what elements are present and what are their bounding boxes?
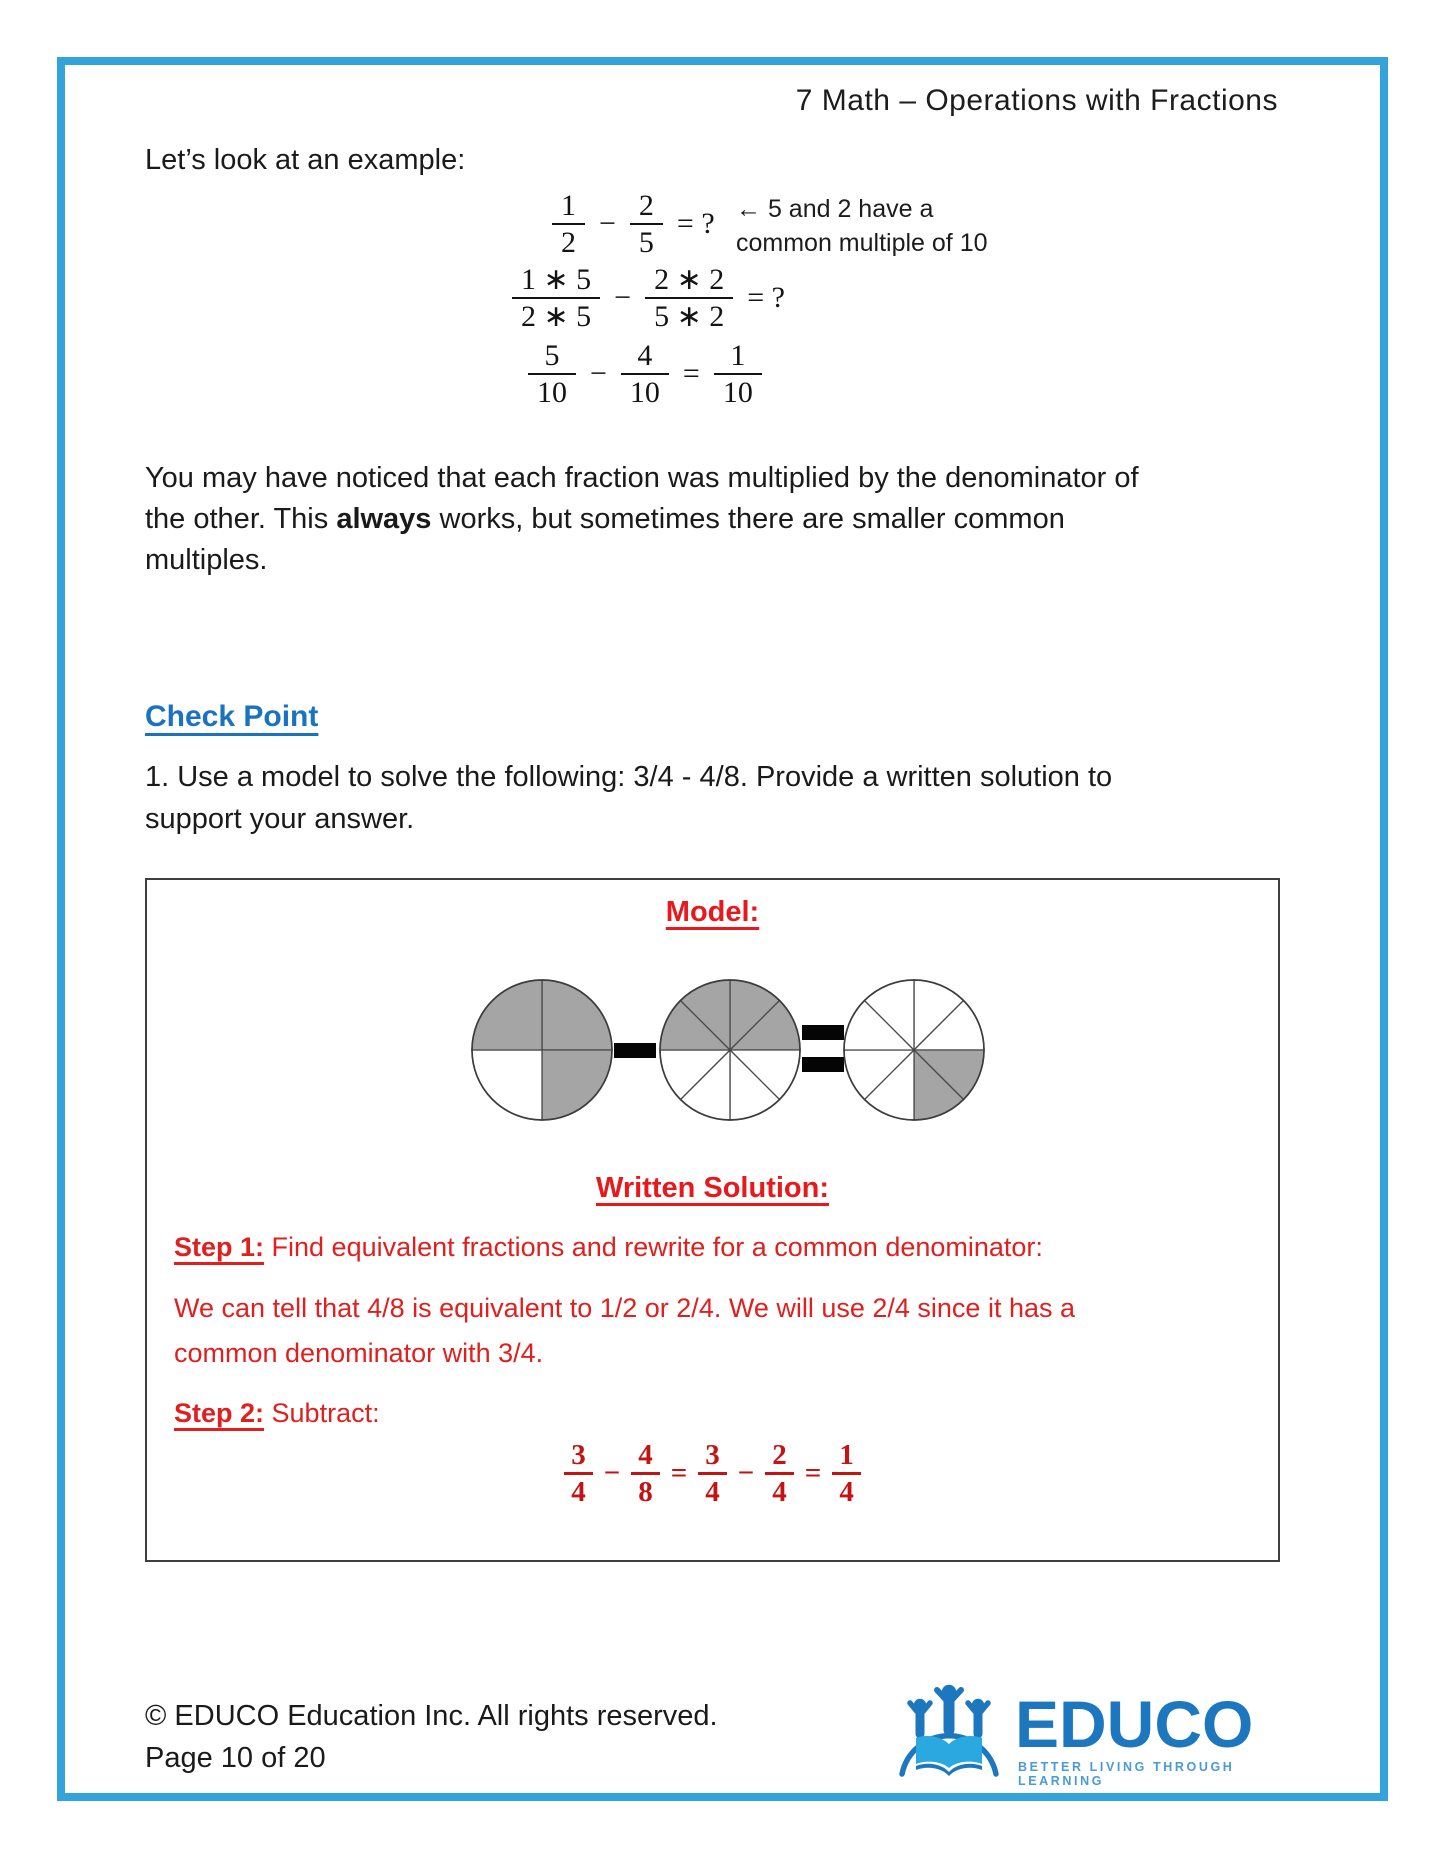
fraction	[552, 188, 585, 261]
fraction	[832, 1438, 861, 1509]
denominator: 10	[722, 376, 753, 410]
solution-equation	[147, 1438, 1278, 1509]
numerator: 1 ∗ 5	[512, 262, 600, 299]
denominator: 5	[638, 226, 654, 260]
body-paragraph	[145, 458, 1175, 581]
fraction	[698, 1438, 727, 1509]
denominator: 2	[561, 226, 576, 260]
numerator: 2	[765, 1438, 794, 1475]
fraction	[564, 1438, 593, 1509]
minus-sign-bar	[614, 1043, 656, 1058]
minus-operator: −	[603, 1457, 621, 1490]
fraction-circles	[462, 966, 1002, 1134]
annotation-line1: ← 5 and 2 have a	[736, 195, 934, 223]
denominator: 5 ∗ 2	[654, 300, 725, 334]
numerator: 2 ∗ 2	[645, 262, 733, 299]
denominator: 4	[705, 1476, 720, 1509]
step2-text: Subtract:	[264, 1398, 380, 1428]
equals-question: = ?	[747, 281, 785, 315]
step1-text: Find equivalent fractions and rewrite for a common denominator:	[264, 1232, 1043, 1262]
checkpoint-question: 1. Use a model to solve the following: 3/4 - 4/8. Provide a written solution to support your answer.	[145, 761, 1113, 835]
model-box	[145, 878, 1280, 1562]
page-header-title: 7 Math – Operations with Fractions	[795, 84, 1278, 117]
equals-sign-bar	[802, 1025, 844, 1040]
numerator: 1	[832, 1438, 861, 1475]
numerator: 5	[528, 338, 576, 375]
numerator: 3	[698, 1438, 727, 1475]
equals-sign: =	[670, 1457, 688, 1490]
numerator: 1	[714, 338, 762, 375]
denominator: 2 ∗ 5	[521, 300, 592, 334]
educo-logo-tagline: BETTER LIVING THROUGH LEARNING	[1018, 1760, 1235, 1788]
fraction	[645, 262, 733, 335]
denominator: 4	[571, 1476, 586, 1509]
equals-sign-bar	[802, 1057, 844, 1072]
step1-body: We can tell that 4/8 is equivalent to 1/2 or 2/4. We will use 2/4 since it has a common denominator with 3/4.	[174, 1293, 1075, 1368]
checkpoint-heading: Check Point	[145, 700, 319, 733]
fraction-circle-three-fourths	[472, 980, 612, 1120]
denominator: 4	[839, 1476, 854, 1509]
equals-sign: =	[804, 1457, 822, 1490]
fraction	[528, 338, 576, 411]
fraction-circle-two-eighths	[844, 980, 984, 1120]
written-solution-title: Written Solution:	[595, 1172, 830, 1204]
model-title: Model:	[665, 896, 760, 928]
fraction	[714, 338, 762, 411]
equals-question: = ?	[676, 207, 715, 241]
numerator: 2	[630, 188, 663, 225]
annotation	[736, 192, 988, 260]
denominator: 8	[638, 1476, 653, 1509]
footer-page-number: Page 10 of 20	[145, 1742, 326, 1774]
numerator: 4	[631, 1438, 660, 1475]
step1-line	[174, 1232, 1043, 1263]
equation-2	[512, 262, 787, 335]
denominator: 10	[629, 376, 660, 410]
denominator: 10	[537, 376, 567, 410]
fraction	[512, 262, 600, 335]
fraction	[765, 1438, 794, 1509]
equation-3	[528, 338, 762, 411]
numerator: 1	[552, 188, 585, 225]
paragraph-text: You may have noticed that each fraction was multiplied by the denominator of the other. This	[145, 462, 1139, 535]
paragraph-text: works, but sometimes there are smaller common multiples.	[145, 503, 1065, 576]
numerator: 3	[564, 1438, 593, 1475]
fraction	[631, 1438, 660, 1509]
denominator: 4	[772, 1476, 787, 1509]
minus-operator: −	[737, 1457, 755, 1490]
educo-logo	[893, 1680, 1313, 1790]
numerator: 4	[621, 338, 669, 375]
minus-operator: −	[599, 207, 616, 241]
minus-operator: −	[614, 281, 632, 315]
step2-line	[174, 1398, 380, 1429]
fraction-circle-four-eighths	[660, 980, 800, 1120]
equation-1	[552, 188, 717, 261]
step2-label: Step 2:	[174, 1398, 265, 1428]
educo-logo-icon	[893, 1682, 1005, 1782]
paragraph-bold-word: always	[336, 503, 432, 535]
fraction	[630, 188, 663, 261]
educo-logo-text: EDUCO	[1015, 1687, 1254, 1761]
footer-copyright: © EDUCO Education Inc. All rights reserved.	[145, 1700, 718, 1732]
intro-text: Let’s look at an example:	[145, 144, 466, 176]
minus-operator: −	[590, 357, 607, 391]
annotation-line2: common multiple of 10	[736, 229, 988, 257]
equals-sign: =	[682, 357, 700, 391]
fraction	[621, 338, 669, 411]
step1-label: Step 1:	[174, 1232, 265, 1262]
